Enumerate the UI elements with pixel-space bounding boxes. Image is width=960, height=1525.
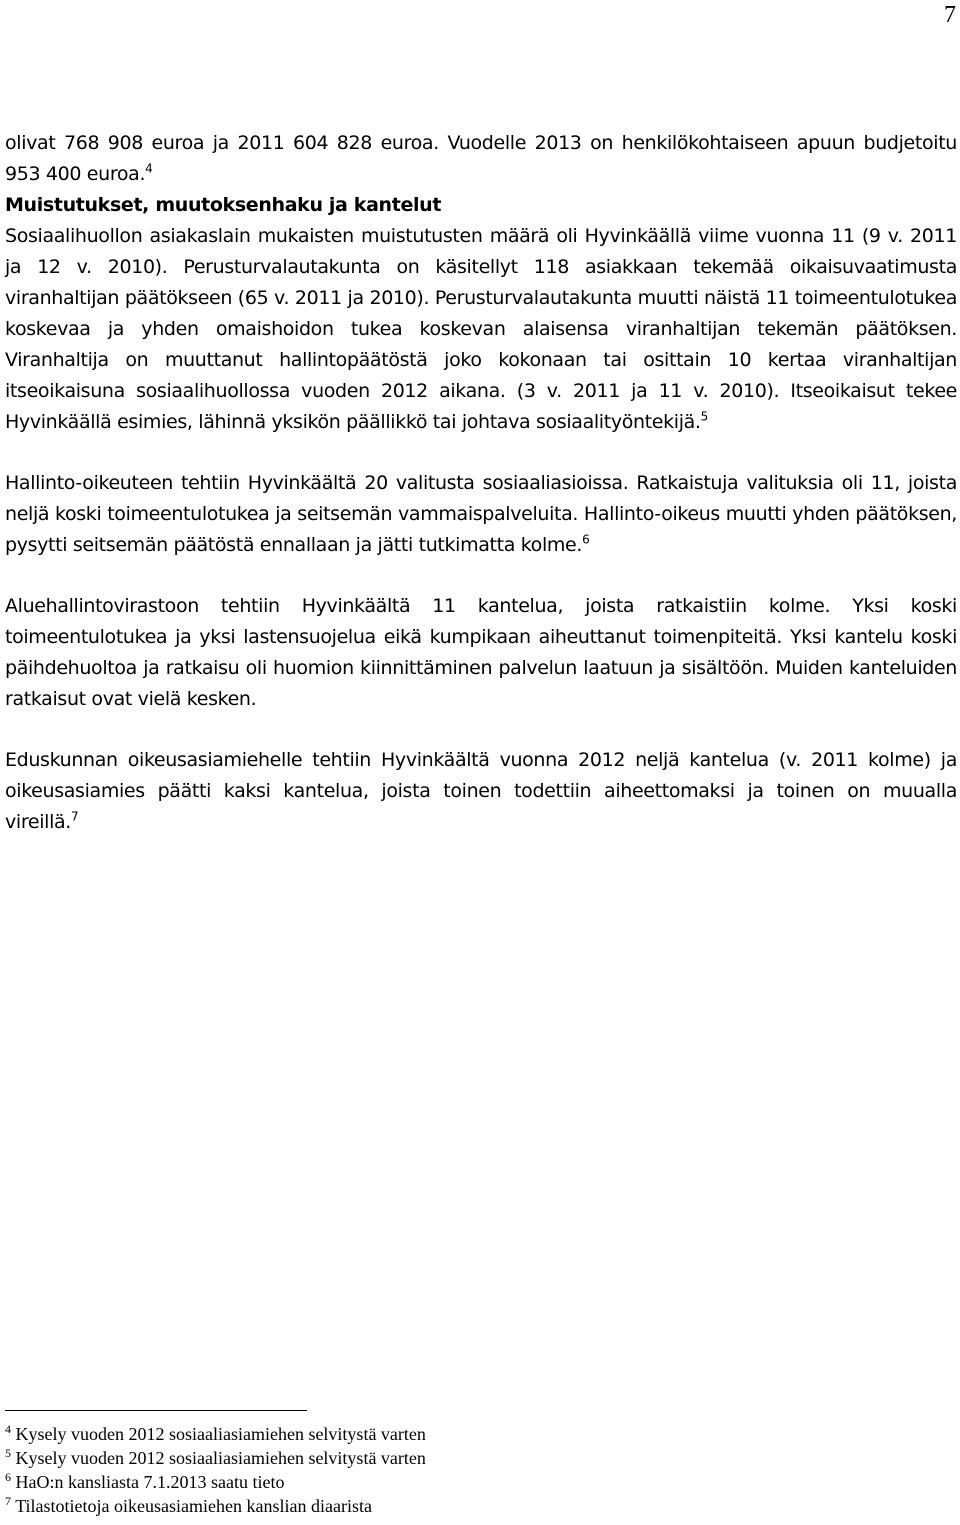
footnote-number: 6: [5, 1470, 11, 1484]
footnote-ref-5[interactable]: 5: [700, 409, 708, 424]
paragraph-administrative-court: [5, 468, 957, 561]
footnote-text: Kysely vuoden 2012 sosiaaliasiamiehen selvitystä varten: [15, 1424, 426, 1444]
footnote-text: Tilastotietoja oikeusasiamiehen kanslian diaarista: [15, 1496, 372, 1516]
paragraph-complaints: [5, 221, 957, 438]
footnote-ref-4[interactable]: 4: [145, 161, 153, 176]
footnote: [5, 1494, 426, 1518]
paragraph-text: Eduskunnan oikeusasiamiehelle tehtiin Hyvinkäältä vuonna 2012 neljä kantelua (v. 2011 kolme) ja oikeusasiamies päätti kaksi kantelua, joista toinen todettiin aiheettomaksi ja toinen on muualla vireillä.: [5, 749, 957, 833]
paragraph-text: Hallinto-oikeuteen tehtiin Hyvinkäältä 20 valitusta sosiaaliasioissa. Ratkaistuja valituksia oli 11, joista neljä koski toimeentulotukea ja seitsemän vammaispalveluita. Hallinto-oikeus muutti yhden päätöksen, pysytti seitsemän päätöstä ennallaan ja jätti tutkimatta kolme.: [5, 472, 957, 556]
paragraph-budget: [5, 128, 957, 190]
footnote-ref-7[interactable]: 7: [70, 809, 79, 824]
footnote: [5, 1470, 426, 1494]
paragraph-text: Sosiaalihuollon asiakaslain mukaisten muistutusten määrä oli Hyvinkäällä viime vuonna 11 (9 v. 2011 ja 12 v. 2010). Perusturvalautakunta on käsitellyt 118 asiakkaan tekemää oikaisuvaatimusta viranhaltijan päätökseen (65 v. 2011 ja 2010). Perusturvalautakunta muutti näistä 11 toimeentulotukea koskevaa ja yhden omaishoidon tukea koskevan alaisensa viranhaltijan tekemän päätöksen. Viranhaltija on muuttanut hallintopäätöstä joko kokonaan tai osittain 10 kertaa viranhaltijan itseoikaisuna sosiaalihuollossa vuoden 2012 aikana. (3 v. 2011 ja 11 v. 2010). Itseoikaisut tekee Hyvinkäällä esimies, lähinnä yksikön päällikkö tai johtava sosiaalityöntekijä.: [5, 225, 957, 433]
footnote-number: 4: [5, 1422, 11, 1436]
footnote-text: HaO:n kansliasta 7.1.2013 saatu tieto: [15, 1472, 285, 1492]
footnote-separator: [5, 1410, 307, 1411]
section-heading: Muistutukset, muutoksenhaku ja kantelut: [5, 194, 442, 216]
footnotes: [5, 1422, 426, 1518]
footnote-text: Kysely vuoden 2012 sosiaaliasiamiehen selvitystä varten: [15, 1448, 426, 1468]
footnote: [5, 1422, 426, 1446]
paragraph-regional-agency: [5, 591, 957, 715]
document-body: [5, 128, 957, 838]
footnote: [5, 1446, 426, 1470]
footnote-ref-6[interactable]: 6: [582, 532, 590, 547]
page-number: 7: [944, 2, 956, 28]
footnote-number: 5: [5, 1446, 11, 1460]
paragraph-text: olivat 768 908 euroa ja 2011 604 828 euroa. Vuodelle 2013 on henkilökohtaiseen apuun budjetoitu 953 400 euroa.: [5, 132, 957, 185]
footnote-number: 7: [5, 1494, 11, 1508]
paragraph-text: Aluehallintovirastoon tehtiin Hyvinkäältä 11 kantelua, joista ratkaistiin kolme. Yksi koski toimeentulotukea ja yksi lastensuojelua eikä kumpikaan aiheuttanut toimenpiteitä. Yksi kantelu koski päihdehuoltoa ja ratkaisu oli huomion kiinnittäminen palvelun laatuun ja sisältöön. Muiden kanteluiden ratkaisut ovat vielä kesken.: [5, 595, 957, 710]
paragraph-ombudsman: [5, 745, 957, 838]
